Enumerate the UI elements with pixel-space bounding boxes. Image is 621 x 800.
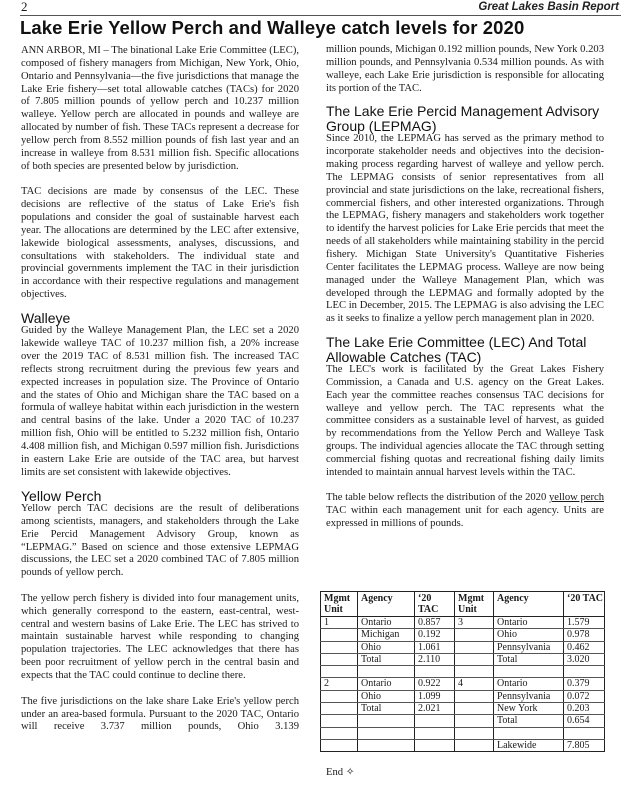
header-mgmt-unit: Mgmt Unit bbox=[455, 592, 494, 617]
cell-tac bbox=[564, 727, 605, 739]
cell-mgmt-unit bbox=[455, 641, 494, 653]
cell-tac: 0.857 bbox=[415, 617, 455, 629]
cell-agency: Pennsylvania bbox=[494, 641, 564, 653]
header-tac: ‘20 TAC bbox=[415, 592, 455, 617]
cell-tac: 7.805 bbox=[564, 739, 605, 751]
cell-tac bbox=[415, 666, 455, 678]
cell-tac: 2.021 bbox=[415, 703, 455, 715]
table-row bbox=[321, 678, 605, 690]
cell-tac: 0.072 bbox=[564, 690, 605, 702]
walleye-heading: Walleye bbox=[21, 309, 71, 326]
cell-mgmt-unit bbox=[321, 641, 358, 653]
cell-agency: Total bbox=[358, 653, 415, 665]
left-column bbox=[21, 45, 299, 734]
cell-agency bbox=[358, 727, 415, 739]
table-row bbox=[321, 690, 605, 702]
header-agency: Agency bbox=[494, 592, 564, 617]
yellow-perch-heading: Yellow Perch bbox=[21, 487, 102, 504]
table-row bbox=[321, 666, 605, 678]
cell-tac: 0.192 bbox=[415, 629, 455, 641]
cell-tac: 0.654 bbox=[564, 715, 605, 727]
publication-title: Great Lakes Basin Report bbox=[478, 1, 619, 13]
cell-mgmt-unit bbox=[455, 739, 494, 751]
cell-mgmt-unit bbox=[455, 653, 494, 665]
page-number: 2 bbox=[21, 0, 28, 14]
table-intro bbox=[326, 492, 604, 531]
cell-mgmt-unit bbox=[455, 629, 494, 641]
table-intro-text: The table below reflects the distribution of the 2020 bbox=[326, 492, 549, 504]
cell-tac: 0.978 bbox=[564, 629, 605, 641]
cell-mgmt-unit bbox=[321, 629, 358, 641]
cell-mgmt-unit bbox=[321, 739, 358, 751]
cell-agency bbox=[358, 715, 415, 727]
cell-tac bbox=[564, 666, 605, 678]
lec-tac-paragraph: The LEC's work is facilitated by the Great Lakes Fishery Commission, a Canada and U.S. agency on the Great Lakes. Each year the committee reaches consensus TAC decisions for walleye and yellow perch. The TAC represents what the committee considers as a sustainable level of harvest, as guided by recommendations from the Yellow Perch and Walleye Task groups. The individual agencies allocate the TAC through setting commercial fishing quotas and recreational fishing daily limits intended to maintain annual harvest levels within the TAC. bbox=[326, 364, 604, 478]
right-column bbox=[326, 44, 604, 531]
cell-agency bbox=[494, 666, 564, 678]
cell-tac: 3.020 bbox=[564, 653, 605, 665]
intro-paragraph-1: ANN ARBOR, MI – The binational Lake Erie Committee (LEC), composed of fishery managers from Michigan, New York, Ohio, Ontario and Pennsylvania—the five jurisdictions that manage the Lake Erie fishery—set total allowable catches (TACs) for 2020 of 7.805 million pounds of yellow perch and 10.237 million walleye. Yellow perch are allocated in pounds and walleye are allocated by number of fish. These TACs represent a decrease for yellow perch from 8.552 million pounds of fish last year and an increase in walleye from 8.531 million fish. Specific allocations of both species are presented below by jurisdiction. bbox=[21, 45, 299, 172]
cell-mgmt-unit: 2 bbox=[321, 678, 358, 690]
table-row bbox=[321, 641, 605, 653]
cell-tac: 1.579 bbox=[564, 617, 605, 629]
cell-agency: Ohio bbox=[358, 690, 415, 702]
cell-tac: 0.922 bbox=[415, 678, 455, 690]
end-mark: End ✧ bbox=[326, 767, 355, 778]
table-row bbox=[321, 629, 605, 641]
cell-agency: Ontario bbox=[358, 617, 415, 629]
cell-agency: Ontario bbox=[358, 678, 415, 690]
table-header-row bbox=[321, 592, 605, 617]
yellow-perch-link[interactable]: yellow perch bbox=[548, 492, 605, 504]
cell-mgmt-unit bbox=[321, 727, 358, 739]
page-header bbox=[20, 0, 621, 16]
header-mgmt-unit: Mgmt Unit bbox=[321, 592, 358, 617]
cell-mgmt-unit bbox=[321, 653, 358, 665]
header-agency: Agency bbox=[358, 592, 415, 617]
lepmag-heading: The Lake Erie Percid Management Advisory Group (LEPMAG) bbox=[326, 103, 600, 134]
cell-mgmt-unit bbox=[321, 666, 358, 678]
cell-agency: Total bbox=[494, 715, 564, 727]
cell-agency: Ontario bbox=[494, 617, 564, 629]
cell-tac: 0.462 bbox=[564, 641, 605, 653]
cell-agency: Total bbox=[494, 653, 564, 665]
cell-tac: 1.061 bbox=[415, 641, 455, 653]
tac-table-body bbox=[321, 617, 605, 752]
cell-agency: Michigan bbox=[358, 629, 415, 641]
cell-mgmt-unit: 3 bbox=[455, 617, 494, 629]
table-row bbox=[321, 617, 605, 629]
cell-agency bbox=[358, 739, 415, 751]
cell-tac: 0.203 bbox=[564, 703, 605, 715]
cell-tac: 0.379 bbox=[564, 678, 605, 690]
tac-table bbox=[320, 591, 605, 752]
cell-mgmt-unit bbox=[455, 715, 494, 727]
cell-agency bbox=[358, 666, 415, 678]
cell-mgmt-unit bbox=[321, 690, 358, 702]
table-row bbox=[321, 727, 605, 739]
lec-tac-heading: The Lake Erie Committee (LEC) And Total Allowable Catches (TAC) bbox=[326, 334, 587, 365]
cell-agency: Lakewide bbox=[494, 739, 564, 751]
cell-agency bbox=[494, 727, 564, 739]
cell-tac bbox=[415, 727, 455, 739]
walleye-paragraph: Guided by the Walleye Management Plan, the LEC set a 2020 lakewide walleye TAC of 10.237 million fish, a 20% increase over the 2019 TAC of 8.531 million fish. The increased TAC reflects strong recruitment during the previous few years and expected increases in population size. The Province of Ontario and the states of Ohio and Michigan share the TAC based on a formula of walleye habitat within each jurisdiction in the western and central basins of the lake. Under a 2020 TAC of 10.237 million fish, Ohio will be entitled to 5.232 million fish, Ontario 4.408 million fish, and Michigan 0.597 million fish. Jurisdictions in eastern Lake Erie are outside of the TAC area, but harvest limits are set consistent with lakewide objectives. bbox=[21, 325, 299, 478]
cell-tac bbox=[415, 739, 455, 751]
cell-agency: Ohio bbox=[358, 641, 415, 653]
table-row bbox=[321, 703, 605, 715]
yellow-perch-paragraph-1: Yellow perch TAC decisions are the result of deliberations among scientists, managers, and stakeholders through the Lake Erie Percid Management Advisory Group, known as “LEPMAG.” Based on science and those extensive LEPMAG discussions, the LEC set a 2020 combined TAC of 7.805 million pounds of yellow perch. bbox=[21, 503, 299, 579]
cell-tac bbox=[415, 715, 455, 727]
yellow-perch-paragraph-3-end: million pounds, Michigan 0.192 million pounds, New York 0.203 million pounds, and Pennsylvania 0.534 million pounds. As with walleye, each Lake Erie jurisdiction is responsible for allocating its portion of the TAC. bbox=[326, 44, 604, 94]
table-intro-text-end: TAC within each management unit for each agency. Units are expressed in millions of pounds. bbox=[326, 505, 604, 530]
table-row bbox=[321, 739, 605, 751]
intro-paragraph-2: TAC decisions are made by consensus of the LEC. These decisions are reflective of the status of Lake Erie's fish populations and consider the goal of sustainable harvest each year. The allocations are determined by the LEC after extensive, lakewide biological assessments, analyses, discussions, and consultations with stakeholders. The individual state and provincial governments implement the TAC in their jurisdiction in accordance with their respective regulations and management objectives. bbox=[21, 186, 299, 301]
cell-tac: 1.099 bbox=[415, 690, 455, 702]
cell-tac: 2.110 bbox=[415, 653, 455, 665]
cell-agency: Total bbox=[358, 703, 415, 715]
cell-mgmt-unit bbox=[455, 666, 494, 678]
cell-agency: Ohio bbox=[494, 629, 564, 641]
article-title: Lake Erie Yellow Perch and Walleye catch levels for 2020 bbox=[20, 17, 525, 38]
cell-mgmt-unit bbox=[321, 715, 358, 727]
header-tac: ‘20 TAC bbox=[564, 592, 605, 617]
cell-mgmt-unit bbox=[321, 703, 358, 715]
yellow-perch-paragraph-3-start: The five jurisdictions on the lake share Lake Erie's yellow perch under an area-based formula. Pursuant to the 2020 TAC, Ontario will receive 3.737 million pounds, Ohio 3.139 bbox=[21, 695, 299, 733]
cell-mgmt-unit bbox=[455, 727, 494, 739]
cell-agency: Ontario bbox=[494, 678, 564, 690]
cell-mgmt-unit bbox=[455, 703, 494, 715]
yellow-perch-paragraph-2: The yellow perch fishery is divided into four management units, which generally correspond to the eastern, east-central, west-central and western basins of Lake Erie. The LEC has strived to maintain sustainable harvest while responding to changing population trajectories. The LEC acknowledges that there has been poor recruitment of yellow perch in the central basin and expects that the TAC could continue to decline there. bbox=[21, 592, 299, 681]
cell-mgmt-unit bbox=[455, 690, 494, 702]
table-row bbox=[321, 715, 605, 727]
table-row bbox=[321, 653, 605, 665]
cell-mgmt-unit: 1 bbox=[321, 617, 358, 629]
cell-agency: New York bbox=[494, 703, 564, 715]
lepmag-paragraph: Since 2010, the LEPMAG has served as the primary method to incorporate stakeholder needs and objectives into the decision-making process regarding harvest of walleye and yellow perch. The LEPMAG consists of senior representatives from all provincial and state jurisdictions on the lake, recreational fishers, commercial fishers, and other interested organizations. Through the LEPMAG, fishery managers and stakeholders work together to identify the harvest policies for Lake Erie percids that meet the needs of all stakeholders while maintaining stability in the percid fishery. Michigan State University's Quantitative Fisheries Center facilitates the LEPMAG process. Walleye are now being managed under the Walleye Management Plan, which was developed through the LEPMAG and formally adopted by the LEC in December, 2015. The LEPMAG is also advising the LEC as it seeks to finalize a yellow perch management plan in 2020. bbox=[326, 133, 604, 325]
cell-mgmt-unit: 4 bbox=[455, 678, 494, 690]
cell-agency: Pennsylvania bbox=[494, 690, 564, 702]
